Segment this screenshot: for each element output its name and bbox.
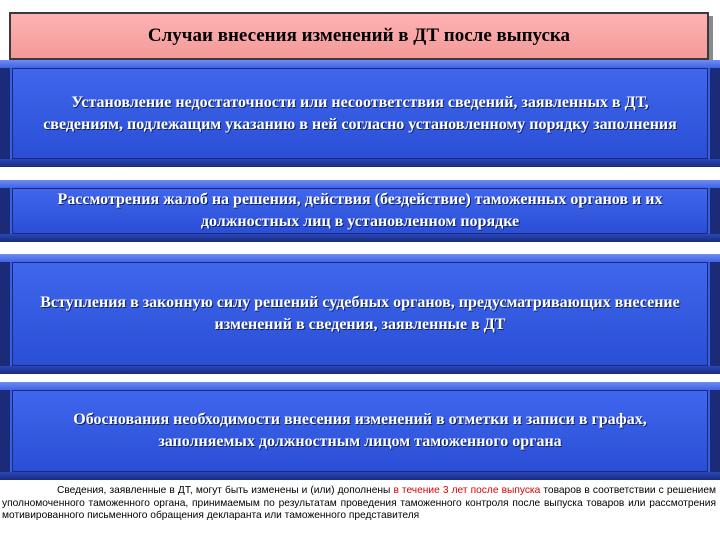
footnote-highlight: в течение 3 лет после выпуска <box>393 485 541 496</box>
footnote-text-start: Сведения, заявленные в ДТ, могут быть изменены и (или) дополнены <box>57 485 394 496</box>
case-panel-3 <box>0 254 720 374</box>
case-panel-2-inner <box>12 188 708 234</box>
page-title: Случаи внесения изменений в ДТ после выпуска <box>147 25 571 46</box>
footnote-text-end: товаров в соответствии с решением уполномоченного таможенного органа, принимаемым по результатам проведения таможенного контроля после выпуска товаров или рассмотрения мотивированного письменного обращения декларанта или таможенного представителя <box>2 485 717 521</box>
case-text-2: Рассмотрения жалоб на решения, действия (бездействие) таможенных органов и их должностных лиц в установленном порядке <box>57 191 663 230</box>
title-box <box>9 12 709 60</box>
case-panel-4-inner <box>12 390 708 472</box>
case-panel-3-inner <box>12 262 708 366</box>
case-panel-1-inner <box>12 68 708 159</box>
case-panel-4 <box>0 382 720 480</box>
case-text-1: Установление недостаточности или несоответствия сведений, заявленных в ДТ, сведениям, подлежащим указанию в ней согласно установленному порядку заполнения <box>43 93 677 133</box>
case-panel-2 <box>0 180 720 242</box>
case-panel-1 <box>0 60 720 167</box>
case-text-3: Вступления в законную силу решений судебных органов, предусматривающих внесение изменений в сведения, заявленные в ДТ <box>40 294 680 333</box>
case-text-4: Обоснования необходимости внесения изменений в отметки и записи в графах, заполняемых должностным лицом таможенного органа <box>73 411 647 450</box>
footnote <box>2 485 716 523</box>
